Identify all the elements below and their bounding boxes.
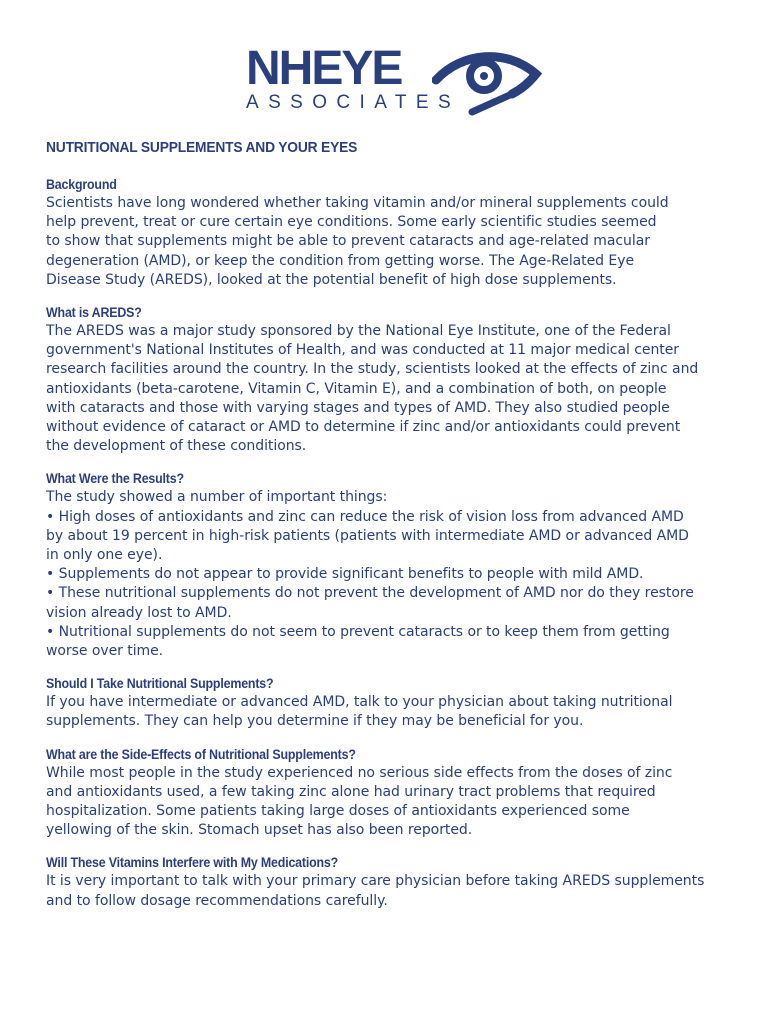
text-line: in only one eye). [46,547,163,564]
logo-name: NHEYE [246,42,402,95]
section-heading: What are the Side-Effects of Nutritional Supplements? [46,746,356,762]
text-line: It is very important to talk with your primary care physician before taking AREDS supplements [46,873,705,890]
section-paragraph [46,322,736,456]
text-line: degeneration (AMD), or keep the condition from getting worse. The Age-Related Eye [46,252,635,269]
text-line: vision already lost to AMD. [46,604,232,621]
text-line: government's National Institutes of Health, and was conducted at 11 major medical center [46,342,679,359]
section-heading: What is AREDS? [46,305,142,321]
text-line: While most people in the study experienced no serious side effects from the doses of zinc [46,764,673,781]
section-medications [46,854,736,910]
text-line: and to follow dosage recommendations carefully. [46,892,388,909]
text-line: research facilities around the country. In the study, scientists looked at the effects of zinc and [46,361,699,378]
text-line: • These nutritional supplements do not prevent the development of AMD nor do they restore [46,585,694,602]
text-line: The AREDS was a major study sponsored by the National Eye Institute, one of the Federal [46,323,671,340]
text-line: yellowing of the skin. Stomach upset has also been reported. [46,822,473,839]
nheye-logo [246,44,546,122]
text-line: antioxidants (beta-carotene, Vitamin C, Vitamin E), and a combination of both, on people [46,380,667,397]
text-line: by about 19 percent in high-risk patients (patients with intermediate AMD or advanced AMD [46,527,689,544]
text-line: and antioxidants used, a few taking zinc alone had urinary tract problems that required [46,783,656,800]
document-title: NUTRITIONAL SUPPLEMENTS AND YOUR EYES [46,139,358,156]
section-should-i-take [46,675,736,731]
section-heading: Will These Vitamins Interfere with My Medications? [46,855,339,871]
text-line: help prevent, treat or cure certain eye conditions. Some early scientific studies seemed [46,214,657,231]
text-line: • Supplements do not appear to provide significant benefits to people with mild AMD. [46,566,644,583]
text-line: worse over time. [46,643,164,660]
eye-icon [432,46,542,118]
section-heading: What Were the Results? [46,471,184,487]
section-what-is-areds [46,304,736,456]
text-line: hospitalization. Some patients taking large doses of antioxidants experienced some [46,803,630,820]
text-line: Disease Study (AREDS), looked at the potential benefit of high dose supplements. [46,271,617,288]
text-line: • High doses of antioxidants and zinc can reduce the risk of vision loss from advanced AMD [46,508,684,525]
text-line: with cataracts and those with varying stages and types of AMD. They also studied people [46,399,670,416]
document-body [46,138,736,925]
text-line: Scientists have long wondered whether taking vitamin and/or mineral supplements could [46,195,669,211]
section-paragraph [46,194,736,290]
text-line: supplements. They can help you determine if they may be beneficial for you. [46,713,584,730]
section-paragraph [46,693,736,731]
text-line: If you have intermediate or advanced AMD, talk to your physician about taking nutritional [46,694,673,711]
section-heading: Background [46,177,117,192]
section-paragraph [46,488,736,661]
text-line: The study showed a number of important things: [46,489,388,506]
logo-subtitle: ASSOCIATES [246,92,461,113]
text-line: to show that supplements might be able to prevent cataracts and age-related macular [46,233,650,250]
section-paragraph [46,764,736,841]
section-results [46,470,736,661]
text-line: • Nutritional supplements do not seem to prevent cataracts or to keep them from getting [46,623,670,640]
section-background [46,176,736,290]
section-paragraph [46,872,736,910]
section-side-effects [46,746,736,841]
section-heading: Should I Take Nutritional Supplements? [46,676,274,692]
text-line: without evidence of cataract or AMD to determine if zinc and/or antioxidants could prevent [46,419,681,436]
text-line: the development of these conditions. [46,438,307,455]
